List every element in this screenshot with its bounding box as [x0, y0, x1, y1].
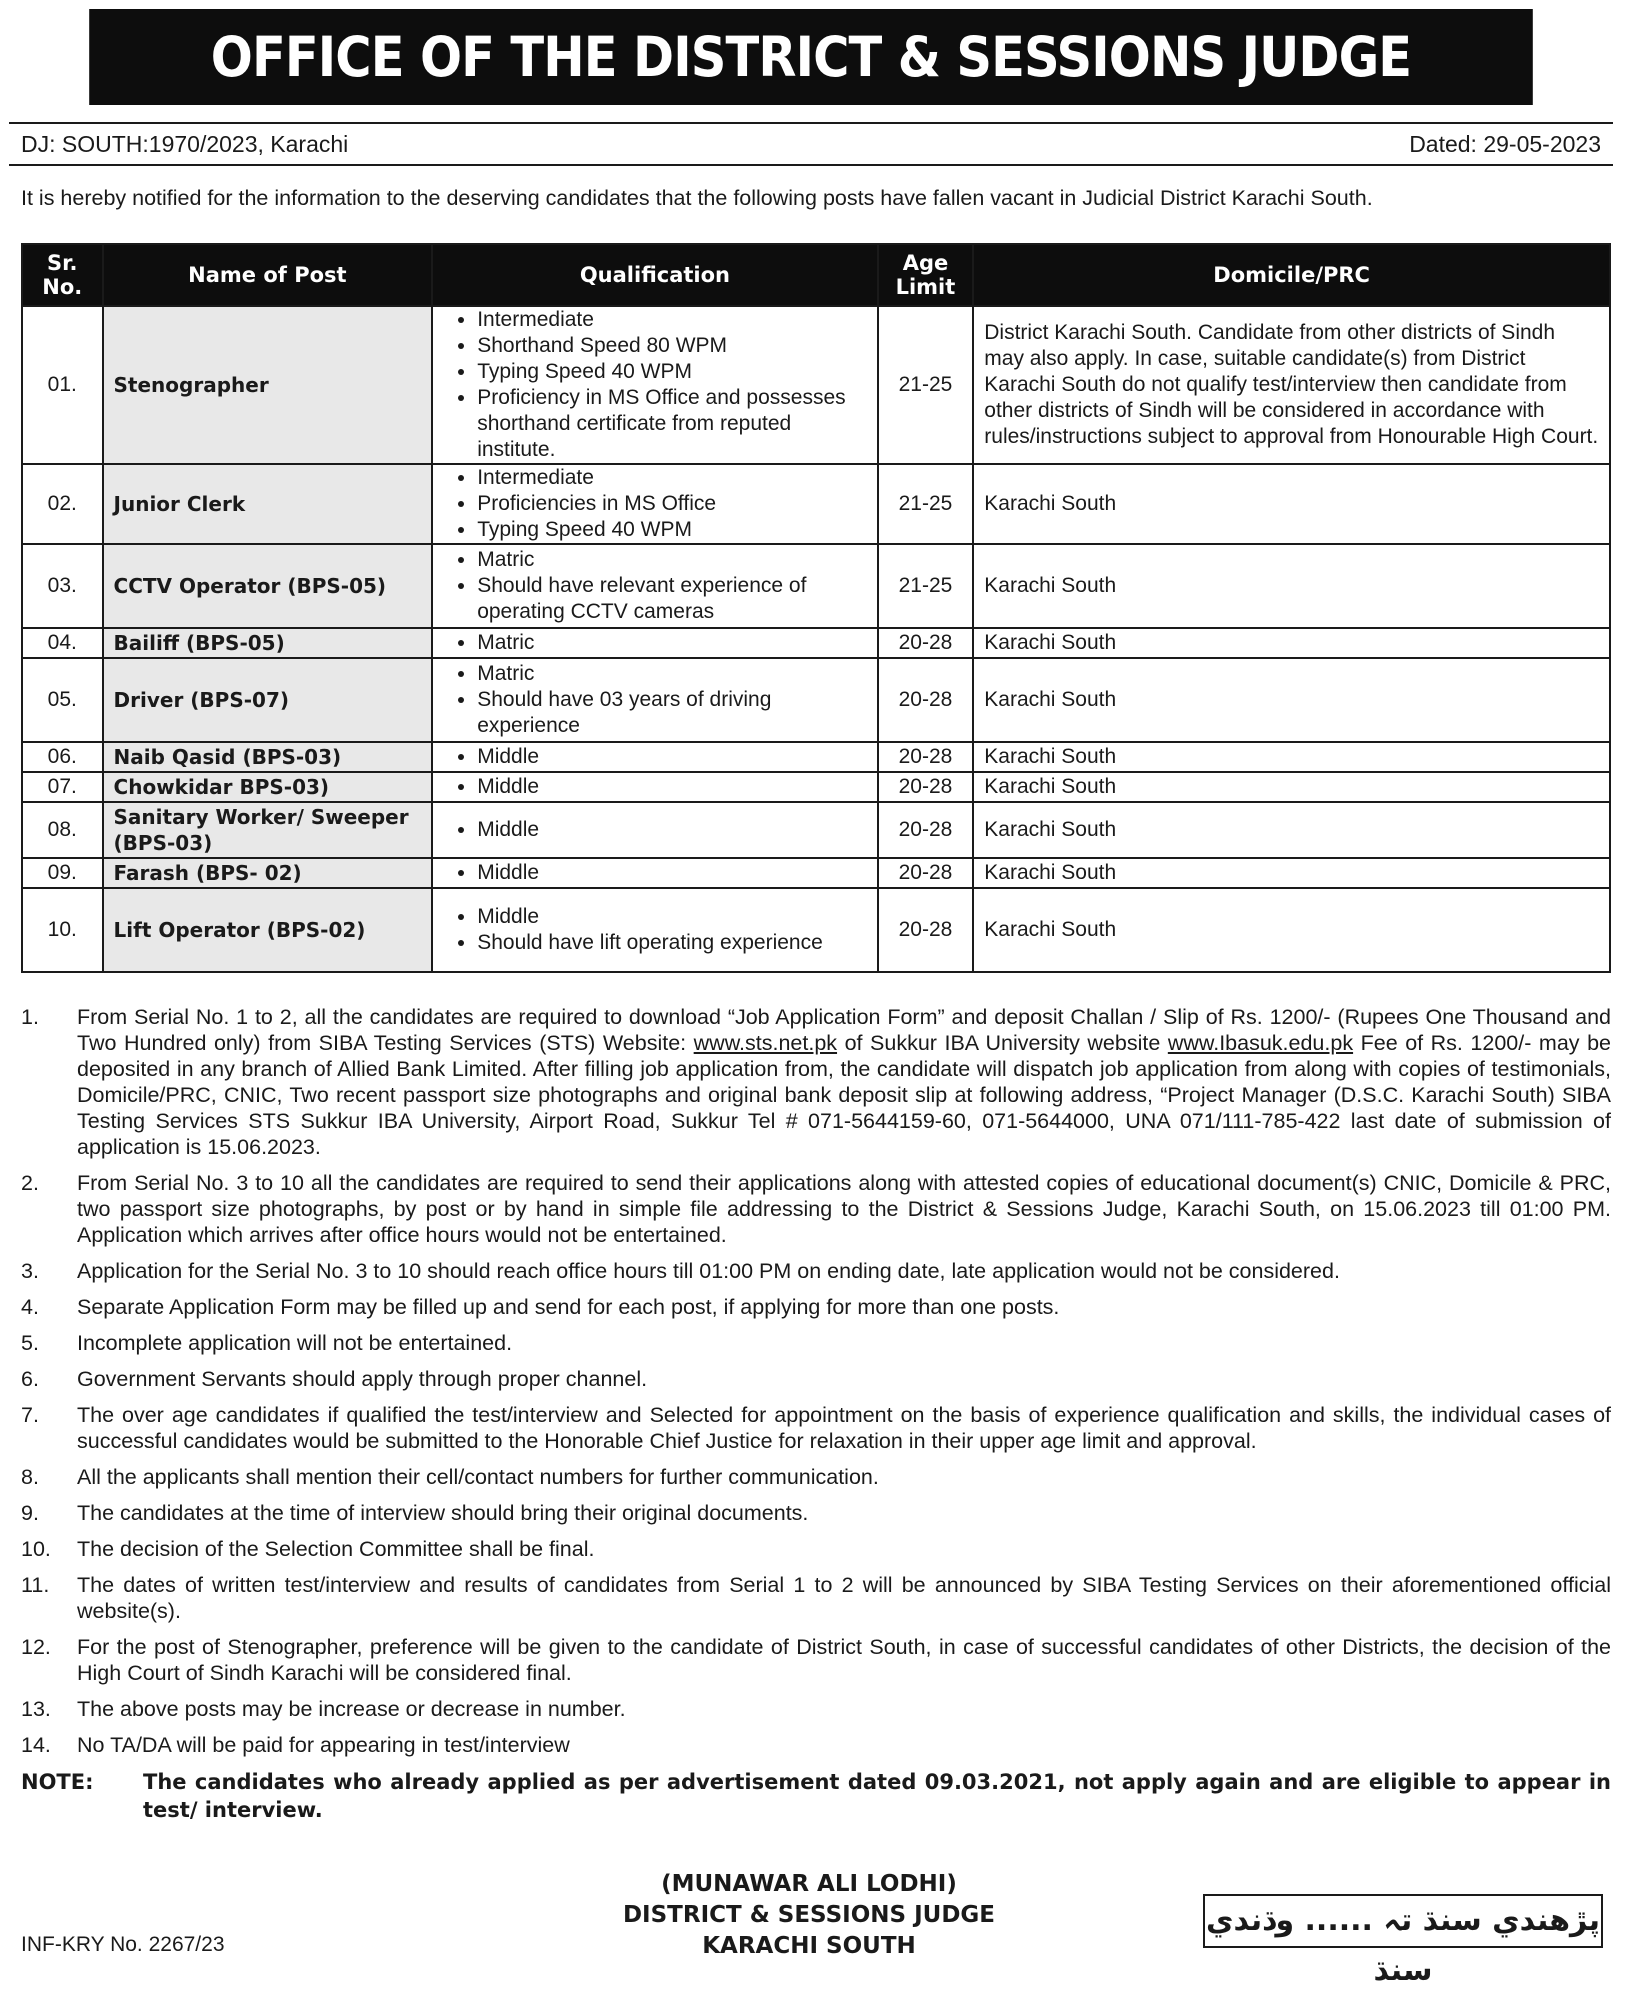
list-item: • Intermediate	[477, 465, 866, 491]
table-header-row	[22, 244, 1610, 306]
list-item: • Middle	[477, 744, 866, 770]
list-item: • Proficiency in MS Office and possesses shorthand certificate from reputed institute.	[477, 385, 866, 463]
office-title: OFFICE OF THE DISTRICT & SESSIONS JUDGE KARACHI SOUTH	[89, 9, 1533, 105]
domicile-cell: Karachi South	[973, 544, 1610, 628]
note-number: 10.	[21, 1537, 51, 1561]
sr-cell: 09.	[22, 858, 103, 888]
post-cell: Chowkidar BPS-03)	[103, 772, 433, 802]
note-text: The dates of written test/interview and results of candidates from Serial 1 to 2 will be announced by SIBA Testing Services on their aforementioned official website(s).	[77, 1573, 1611, 1623]
domicile-cell: Karachi South	[973, 888, 1610, 972]
note-number: 5.	[21, 1331, 39, 1355]
note-number: 8.	[21, 1465, 39, 1489]
list-item: • Middle	[477, 904, 866, 930]
post-cell: Bailiff (BPS-05)	[103, 628, 433, 658]
list-item: • Should have lift operating experience	[477, 930, 866, 956]
note-number: 2.	[21, 1171, 39, 1195]
qualification-cell	[432, 544, 877, 628]
domicile-cell: Karachi South	[973, 464, 1610, 544]
note-item	[21, 1004, 1611, 1160]
sindhi-slogan-box: پڙھندي سنڌ تہ ...... وڌندي سنڌ	[1203, 1894, 1603, 1948]
list-item: • Typing Speed 40 WPM	[477, 517, 866, 543]
signatory-place: KARACHI SOUTH	[702, 1933, 916, 1959]
note-label: NOTE:	[21, 1770, 94, 1794]
list-item: • Should have relevant experience of operating CCTV cameras	[477, 573, 866, 625]
post-cell: Naib Qasid (BPS-03)	[103, 742, 433, 772]
domicile-cell: Karachi South	[973, 802, 1610, 858]
table-row	[22, 544, 1610, 628]
qualification-cell	[432, 464, 877, 544]
domicile-cell: Karachi South	[973, 742, 1610, 772]
table-row	[22, 464, 1610, 544]
note-item	[21, 1402, 1611, 1454]
note-number: 7.	[21, 1403, 39, 1427]
note-text: Incomplete application will not be entertained.	[77, 1331, 513, 1355]
note-number: 11.	[21, 1573, 50, 1597]
sts-website-link[interactable]: www.sts.net.pk	[693, 1031, 838, 1055]
table-row	[22, 628, 1610, 658]
note-text: Government Servants should apply through proper channel.	[77, 1367, 648, 1391]
note-number: 13.	[21, 1697, 51, 1721]
post-cell: Sanitary Worker/ Sweeper (BPS-03)	[103, 802, 433, 858]
note-text: Application for the Serial No. 3 to 10 should reach office hours till 01:00 PM on ending date, late application would not be considered.	[77, 1259, 1340, 1283]
table-row	[22, 306, 1610, 464]
note-text: The above posts may be increase or decrease in number.	[77, 1697, 626, 1721]
note-text: From Serial No. 3 to 10 all the candidates are required to send their applications along with attested copies of educational document(s) CNIC, Domicile & PRC, two passport size photographs, by post or by hand in simple file addressing to the District & Sessions Judge, Karachi South, on 15.06.2023 till 01:00 PM. Application which arrives after office hours would not be entertained.	[77, 1171, 1611, 1247]
sr-cell: 10.	[22, 888, 103, 972]
table-row	[22, 742, 1610, 772]
age-cell: 20-28	[878, 628, 974, 658]
sr-cell: 03.	[22, 544, 103, 628]
sr-cell: 02.	[22, 464, 103, 544]
post-cell: Lift Operator (BPS-02)	[103, 888, 433, 972]
post-cell: Stenographer	[103, 306, 433, 464]
post-cell: CCTV Operator (BPS-05)	[103, 544, 433, 628]
list-item: • Typing Speed 40 WPM	[477, 359, 866, 385]
advertisement-page	[9, 9, 1613, 1988]
age-cell: 20-28	[878, 772, 974, 802]
note-text: All the applicants shall mention their cell/contact numbers for further communication.	[77, 1465, 879, 1489]
date: Dated: 29-05-2023	[1409, 131, 1601, 157]
intro-text: It is hereby notified for the information to the deserving candidates that the following posts have fallen vacant in Judicial District Karachi South.	[21, 186, 1373, 210]
qualification-cell	[432, 658, 877, 742]
qualification-cell	[432, 628, 877, 658]
post-cell: Junior Clerk	[103, 464, 433, 544]
sr-cell: 04.	[22, 628, 103, 658]
age-cell: 21-25	[878, 306, 974, 464]
sr-cell: 08.	[22, 802, 103, 858]
signatory-name: (MUNAWAR ALI LODHI)	[661, 1871, 957, 1897]
header-qualification: Qualification	[432, 244, 877, 306]
header-post: Name of Post	[103, 244, 433, 306]
note-text: The candidates at the time of interview should bring their original documents.	[77, 1501, 809, 1525]
signatory-designation: DISTRICT & SESSIONS JUDGE	[622, 1902, 996, 1928]
domicile-cell: Karachi South	[973, 658, 1610, 742]
sr-cell: 06.	[22, 742, 103, 772]
note-text: Separate Application Form may be filled up and send for each post, if applying for more than one posts.	[77, 1295, 1060, 1319]
age-cell: 21-25	[878, 464, 974, 544]
note-text: The decision of the Selection Committee shall be final.	[77, 1537, 595, 1561]
domicile-cell: Karachi South	[973, 858, 1610, 888]
qualification-cell	[432, 772, 877, 802]
note-item	[21, 1258, 1611, 1284]
list-item: • Middle	[477, 860, 866, 886]
table-row	[22, 772, 1610, 802]
note-item	[21, 1500, 1611, 1526]
note-item	[21, 1572, 1611, 1624]
note-block	[21, 1768, 1611, 1824]
list-item: • Proficiencies in MS Office	[477, 491, 866, 517]
note-number: 3.	[21, 1259, 39, 1283]
post-cell: Driver (BPS-07)	[103, 658, 433, 742]
note-item	[21, 1634, 1611, 1686]
signature-block	[539, 1869, 1079, 1962]
list-item: • Matric	[477, 630, 866, 656]
reference-line	[9, 122, 1613, 166]
list-item: • Intermediate	[477, 307, 866, 333]
qualification-cell	[432, 742, 877, 772]
domicile-cell: Karachi South	[973, 772, 1610, 802]
note-text-part: From Serial No. 1 to 2, all the candidates are required to download “Job Application Form” and deposit Challan / Slip of Rs. 1200/- (Rupees One Thousand and Two Hundred only) from SIBA Testing Services (STS) Website:	[77, 1005, 1611, 1055]
note-text-part: Fee of Rs. 1200/- may be deposited in any branch of Allied Bank Limited. After filling job application from, the candidate will dispatch job application from along with copies of testimonials, Domicile/PRC, CNIC, Two recent passport size photographs and original bank deposit slip at following address, “Project Manager (D.S.C. Karachi South) SIBA Testing Services STS Sukkur IBA University, Airport Road, Sukkur Tel # 071-5644159-60, 071-5644000, UNA 071/111-785-422 last date of submission of application is 15.06.2023.	[77, 1031, 1611, 1159]
qualification-cell	[432, 858, 877, 888]
note-body: The candidates who already applied as per advertisement dated 09.03.2021, not apply again and are eligible to appear in test/ interview.	[143, 1770, 1611, 1822]
iba-website-link[interactable]: www.Ibasuk.edu.pk	[1167, 1031, 1354, 1055]
note-item	[21, 1330, 1611, 1356]
age-cell: 20-28	[878, 658, 974, 742]
note-item	[21, 1294, 1611, 1320]
post-cell: Farash (BPS- 02)	[103, 858, 433, 888]
note-number: 14.	[21, 1733, 51, 1757]
note-number: 4.	[21, 1295, 39, 1319]
qualification-cell	[432, 802, 877, 858]
age-cell: 20-28	[878, 802, 974, 858]
header-sr: Sr. No.	[22, 244, 103, 306]
list-item: • Matric	[477, 547, 866, 573]
note-text: No TA/DA will be paid for appearing in test/interview	[77, 1733, 570, 1757]
header-domicile: Domicile/PRC	[973, 244, 1610, 306]
inf-number: INF-KRY No. 2267/23	[21, 1933, 225, 1956]
sr-cell: 05.	[22, 658, 103, 742]
list-item: • Middle	[477, 817, 866, 843]
note-item	[21, 1170, 1611, 1248]
note-text	[77, 1004, 1611, 1160]
note-text: For the post of Stenographer, preference will be given to the candidate of District South, in case of successful candidates of other Districts, the decision of the High Court of Sindh Karachi will be considered final.	[77, 1635, 1611, 1685]
age-cell: 20-28	[878, 742, 974, 772]
list-item: • Shorthand Speed 80 WPM	[477, 333, 866, 359]
note-text-part: of Sukkur IBA University website	[837, 1031, 1168, 1055]
age-cell: 20-28	[878, 888, 974, 972]
note-item	[21, 1366, 1611, 1392]
note-number: 12.	[21, 1635, 51, 1659]
list-item: • Middle	[477, 774, 866, 800]
domicile-cell: District Karachi South. Candidate from other districts of Sindh may also apply. In case, suitable candidate(s) from District Karachi South do not qualify test/interview then candidate from other districts of Sindh will be considered in accordance with rules/instructions subject to approval from Honourable High Court.	[973, 306, 1610, 464]
age-cell: 20-28	[878, 858, 974, 888]
note-item	[21, 1464, 1611, 1490]
note-number: 9.	[21, 1501, 39, 1525]
note-text: The over age candidates if qualified the test/interview and Selected for appointment on the basis of experience qualification and skills, the individual cases of successful candidates would be submitted to the Honorable Chief Justice for relaxation in their upper age limit and approval.	[77, 1403, 1611, 1453]
note-item	[21, 1696, 1611, 1722]
list-item: • Matric	[477, 661, 866, 687]
header-age: Age Limit	[878, 244, 974, 306]
table-row	[22, 658, 1610, 742]
qualification-cell	[432, 306, 877, 464]
table-row	[22, 802, 1610, 858]
table-row	[22, 858, 1610, 888]
note-item	[21, 1732, 1611, 1758]
note-number: 6.	[21, 1367, 39, 1391]
domicile-cell: Karachi South	[973, 628, 1610, 658]
sr-cell: 07.	[22, 772, 103, 802]
age-cell: 21-25	[878, 544, 974, 628]
vacancy-table	[21, 243, 1611, 973]
qualification-cell	[432, 888, 877, 972]
terms-and-conditions	[21, 1004, 1611, 1824]
table-row	[22, 888, 1610, 972]
reference-number: DJ: SOUTH:1970/2023, Karachi	[21, 131, 349, 157]
note-number: 1.	[21, 1005, 39, 1029]
sr-cell: 01.	[22, 306, 103, 464]
list-item: • Should have 03 years of driving experience	[477, 687, 866, 739]
note-item	[21, 1536, 1611, 1562]
